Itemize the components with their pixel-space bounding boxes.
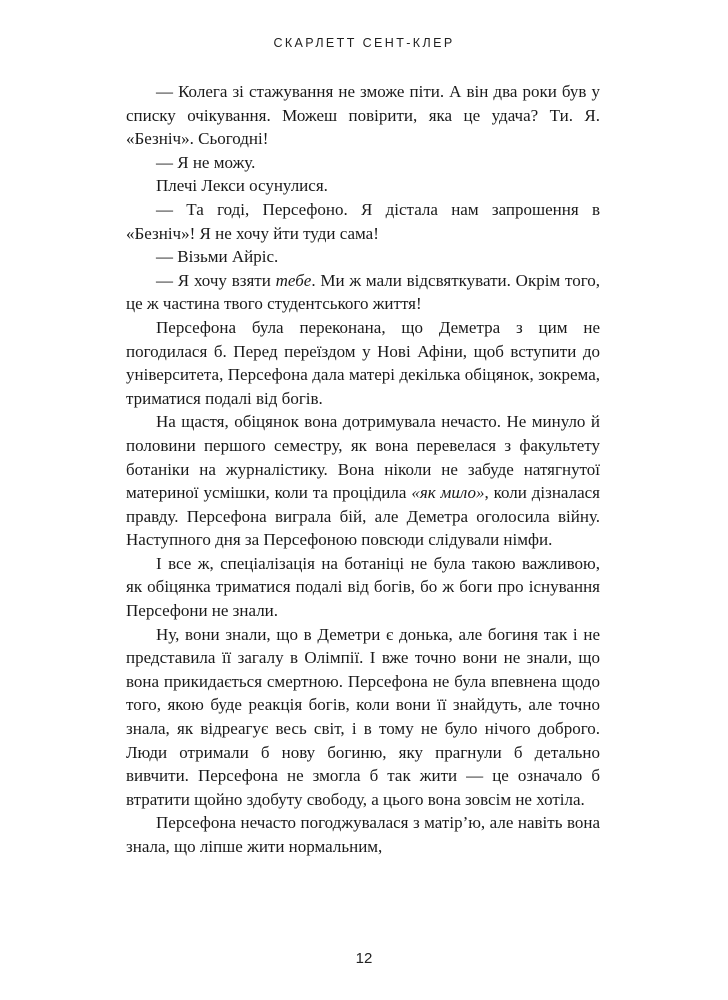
paragraph	[126, 245, 600, 269]
text-segment: — Візьми Айріс.	[156, 247, 279, 267]
text-segment: — Я не можу.	[156, 152, 256, 172]
paragraph	[126, 151, 600, 175]
text-segment: , коли дізналася правду. Персефона виграла бій, але Деметра оголосила війну. Наступного дня за Персефоною повсюди слідували німфи.	[126, 483, 600, 550]
text-segment: Плечі Лекси осунулися.	[156, 176, 328, 196]
text-segment: — Та годі, Персефоно. Я дістала нам запрошення в «Безніч»! Я не хочу йти туди сама!	[126, 199, 600, 243]
text-segment: Ну, вони знали, що в Деметри є донька, але богиня так і не представила її загалу в Олімпії. І вже точно вони не знали, що вона прикидається смертною. Персефона не була впевнена щодо того, якою буде реакція богів, коли вони її знайдуть, але точно знала, як відреагує весь світ, і в тому не було нічого доброго. Люди отримали б нову богиню, яку прагнули б детально вивчити. Персефона не змогла б так жити — це означало б втратити щойно здобуту свободу, а цього вона зовсім не хотіла.	[126, 624, 600, 809]
text-segment: На щастя, обіцянок вона дотримувала нечасто. Не минуло й половини першого семестру, як вона перевелася з факультету ботаніки на журналістику. Вона ніколи не забуде натягнутої материної усмішки, коли та процідила	[126, 412, 600, 503]
running-head: СКАРЛЕТТ СЕНТ-КЛЕР	[273, 36, 455, 50]
text-segment: Персефона нечасто погоджувалася з матір’ю, але навіть вона знала, що ліпше жити нормальним,	[126, 813, 600, 856]
text-segment: . Ми ж мали відсвяткувати. Окрім того, це ж частина твого студентського життя!	[126, 270, 600, 314]
text-segment: І все ж, спеціалізація на ботаніці не була такою важливою, як обіцянка триматися подалі від богів, бо ж боги про існування Персефони не знали.	[126, 553, 600, 621]
paragraph	[126, 269, 600, 316]
paragraph	[126, 811, 600, 858]
text-segment: Персефона була переконана, що Деметра з цим не погодилася б. Перед переїздом у Нові Афіни, щоб вступити до університета, Персефона дала матері декілька обіцянок, зокрема, триматися подалі від богів.	[126, 317, 600, 408]
paragraph	[126, 552, 600, 623]
page-number: 12	[355, 950, 373, 967]
paragraph	[126, 316, 600, 410]
italic-text: «як мило»	[411, 483, 485, 503]
text-segment: — Я хочу взяти	[156, 270, 276, 290]
paragraph	[126, 623, 600, 812]
italic-text: тебе	[275, 270, 312, 290]
body-text	[126, 80, 600, 859]
paragraph	[126, 174, 600, 198]
paragraph	[126, 198, 600, 245]
paragraph	[126, 410, 600, 552]
text-segment: — Колега зі стажування не зможе піти. А він два роки був у списку очікування. Можеш повірити, яка це удача? Ти. Я. «Безніч». Сьогодні!	[126, 82, 600, 149]
paragraph	[126, 80, 600, 151]
